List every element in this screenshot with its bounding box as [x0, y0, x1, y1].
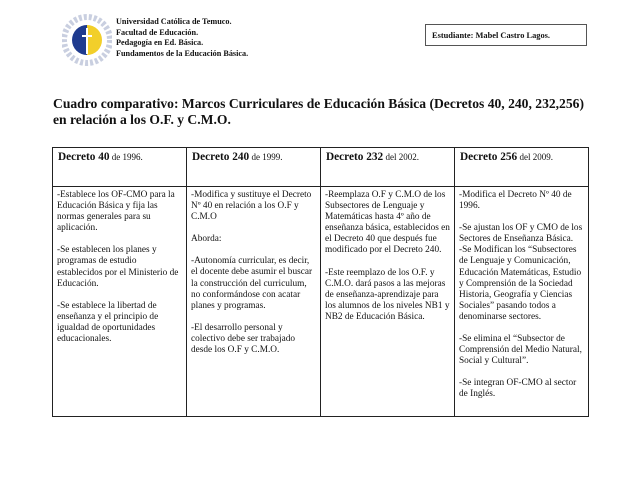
cell-paragraph: -Se ajustan los OF y CMO de los Sectores de Enseñanza Básica. [459, 223, 583, 245]
cell-paragraph: -Autonomía curricular, es decir, el docente debe asumir el buscar la construcción del curriculum, no conformándose con acatar planes y programas. [191, 256, 313, 311]
cell-paragraph: -Se elimina el “Subsector de Comprensión del Medio Natural, Social y Cultural”. [459, 334, 582, 367]
university-name: Universidad Católica de Temuco. [116, 17, 232, 26]
cell-paragraph: -Modifica el Decreto Nº 40 de 1996. [459, 190, 572, 212]
table-row [53, 187, 589, 417]
cell-paragraph: -Este reemplazo de los O.F. y C.M.O. dará pasos a las mejoras de enseñanza-aprendizaje para los alumnos de los niveles NB1 y NB2 de Educación Básica. [325, 267, 450, 322]
header-decreto-40: Decreto 40 de 1996. [53, 148, 187, 187]
cell-paragraph: -El desarrollo personal y colectivo debe ser trabajado desde los O.F y C.M.O. [191, 322, 296, 356]
program-name: Pedagogía en Ed. Básica. [116, 38, 204, 47]
cell-paragraph: -Establece los OF-CMO para la Educación Básica y fija las normas generales para su aplicación. [57, 190, 175, 234]
cell-paragraph: -Reemplaza O.F y C.M.O de los Subsectores de Lenguaje y Matemáticas hasta 4º año de enseñanza básica, establecidos en el Decreto 40 que después fue modificado por el Decreto 240. [325, 190, 450, 256]
student-box: Estudiante: Mabel Castro Lagos. [425, 24, 587, 46]
university-logo [62, 14, 112, 66]
cell-paragraph: -Modifica y sustituye el Decreto Nº 40 en relación a los O.F y C.M.O [191, 190, 312, 223]
header-decreto-256: Decreto 256 del 2009. [455, 148, 589, 187]
cell-paragraph: Aborda: [191, 234, 222, 245]
comparison-table [52, 147, 589, 417]
cell-decreto-240 [187, 187, 321, 417]
cell-paragraph: -Se Modifican los “Subsectores de Lenguaje y Comunicación, Educación Matemáticas, Estudio y Comprensión de la Sociedad Historia, Geografía y Ciencias Sociales” pasando todos a denominarse sectores. [459, 245, 582, 322]
cell-decreto-232 [321, 187, 455, 417]
course-name: Fundamentos de la Educación Básica. [116, 48, 249, 58]
cell-decreto-40 [53, 187, 187, 417]
institution-info [116, 17, 248, 59]
table-header-row [53, 148, 589, 187]
header-decreto-232: Decreto 232 del 2002. [321, 148, 455, 187]
faculty-name: Facultad de Educación. [116, 27, 199, 37]
cell-paragraph: -Se establecen los planes y programas de estudio establecidos por el Ministerio de Educación. [57, 245, 179, 289]
cell-decreto-256 [455, 187, 589, 417]
cell-paragraph: -Se establece la libertad de enseñanza y el principio de igualdad de oportunidades educacionales. [57, 300, 159, 345]
document-title: Cuadro comparativo: Marcos Curriculares de Educación Básica (Decretos 40, 240, 232,256) en relación a los O.F. y C.M.O. [53, 96, 584, 127]
cell-paragraph: -Se integran OF-CMO al sector de Inglés. [459, 378, 577, 400]
header-decreto-240: Decreto 240 de 1999. [187, 148, 321, 187]
